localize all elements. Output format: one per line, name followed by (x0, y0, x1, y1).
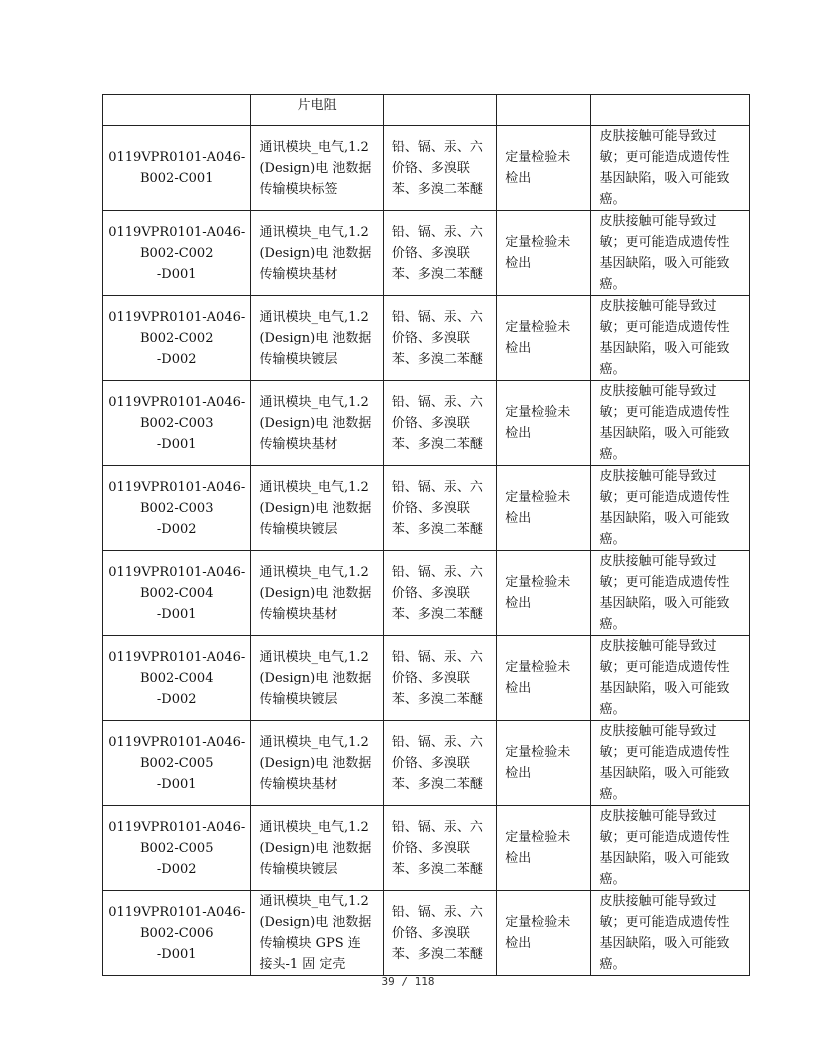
component-cell: 通讯模块_电气,1.2 (Design)电 池数据 传输模块基材 (251, 381, 383, 466)
hazard-cell: 皮肤接触可能导致过 敏；更可能造成遗传性 基因缺陷，吸入可能致 癌。 (591, 296, 750, 381)
substances-cell: 铅、镉、汞、六 价铬、多溴联 苯、多溴二苯醚 (383, 721, 496, 806)
hazard-cell: 皮肤接触可能导致过 敏；更可能造成遗传性 基因缺陷，吸入可能致 癌。 (591, 551, 750, 636)
part-number-cell: 0119VPR0101-A046- B002-C003 -D001 (103, 381, 251, 466)
hazard-cell: 皮肤接触可能导致过 敏；更可能造成遗传性 基因缺陷，吸入可能致 癌。 (591, 466, 750, 551)
component-cell: 通讯模块_电气,1.2 (Design)电 池数据 传输模块基材 (251, 211, 383, 296)
table-row (103, 636, 750, 721)
substances-cell: 铅、镉、汞、六 价铬、多溴联 苯、多溴二苯醚 (383, 381, 496, 466)
substances-cell: 铅、镉、汞、六 价铬、多溴联 苯、多溴二苯醚 (383, 126, 496, 211)
part-number-cell: 0119VPR0101-A046- B002-C005 -D001 (103, 721, 251, 806)
result-cell: 定量检验未 检出 (497, 636, 591, 721)
hazard-cell: 皮肤接触可能导致过 敏；更可能造成遗传性 基因缺陷，吸入可能致 癌。 (591, 891, 750, 976)
table-row (103, 95, 750, 126)
table-row (103, 381, 750, 466)
hazard-cell: 皮肤接触可能导致过 敏；更可能造成遗传性 基因缺陷，吸入可能致 癌。 (591, 211, 750, 296)
table-row (103, 891, 750, 976)
part-number-cell (103, 95, 251, 126)
table-row (103, 806, 750, 891)
hazard-cell: 皮肤接触可能导致过 敏；更可能造成遗传性 基因缺陷，吸入可能致 癌。 (591, 636, 750, 721)
part-number-cell: 0119VPR0101-A046- B002-C002 -D001 (103, 211, 251, 296)
result-cell: 定量检验未 检出 (497, 381, 591, 466)
substances-cell: 铅、镉、汞、六 价铬、多溴联 苯、多溴二苯醚 (383, 806, 496, 891)
part-number-cell: 0119VPR0101-A046- B002-C004 -D001 (103, 551, 251, 636)
hazard-cell (591, 95, 750, 126)
result-cell: 定量检验未 检出 (497, 211, 591, 296)
table-row (103, 551, 750, 636)
component-cell: 片电阻 (251, 95, 383, 126)
component-cell: 通讯模块_电气,1.2 (Design)电 池数据 传输模块基材 (251, 551, 383, 636)
part-number-cell: 0119VPR0101-A046- B002-C004 -D002 (103, 636, 251, 721)
substances-cell: 铅、镉、汞、六 价铬、多溴联 苯、多溴二苯醚 (383, 296, 496, 381)
result-cell: 定量检验未 检出 (497, 891, 591, 976)
substances-cell (383, 95, 496, 126)
result-cell (497, 95, 591, 126)
component-cell: 通讯模块_电气,1.2 (Design)电 池数据 传输模块 GPS 连 接头-1 固 定壳 (251, 891, 383, 976)
result-cell: 定量检验未 检出 (497, 806, 591, 891)
hazard-cell: 皮肤接触可能导致过 敏；更可能造成遗传性 基因缺陷，吸入可能致 癌。 (591, 381, 750, 466)
part-number-cell: 0119VPR0101-A046- B002-C003 -D002 (103, 466, 251, 551)
hazard-cell: 皮肤接触可能导致过 敏；更可能造成遗传性 基因缺陷，吸入可能致 癌。 (591, 126, 750, 211)
hazard-cell: 皮肤接触可能导致过 敏；更可能造成遗传性 基因缺陷，吸入可能致 癌。 (591, 721, 750, 806)
table-row (103, 296, 750, 381)
substances-cell: 铅、镉、汞、六 价铬、多溴联 苯、多溴二苯醚 (383, 211, 496, 296)
result-cell: 定量检验未 检出 (497, 296, 591, 381)
part-number-cell: 0119VPR0101-A046- B002-C002 -D002 (103, 296, 251, 381)
part-number-cell: 0119VPR0101-A046- B002-C006 -D001 (103, 891, 251, 976)
result-cell: 定量检验未 检出 (497, 126, 591, 211)
table-row (103, 126, 750, 211)
result-cell: 定量检验未 检出 (497, 466, 591, 551)
component-cell: 通讯模块_电气,1.2 (Design)电 池数据 传输模块镀层 (251, 806, 383, 891)
result-cell: 定量检验未 检出 (497, 721, 591, 806)
part-number-cell: 0119VPR0101-A046- B002-C001 (103, 126, 251, 211)
component-cell: 通讯模块_电气,1.2 (Design)电 池数据 传输模块标签 (251, 126, 383, 211)
substances-cell: 铅、镉、汞、六 价铬、多溴联 苯、多溴二苯醚 (383, 466, 496, 551)
substances-cell: 铅、镉、汞、六 价铬、多溴联 苯、多溴二苯醚 (383, 551, 496, 636)
substance-table (102, 94, 750, 976)
component-cell: 通讯模块_电气,1.2 (Design)电 池数据 传输模块基材 (251, 721, 383, 806)
hazard-cell: 皮肤接触可能导致过 敏；更可能造成遗传性 基因缺陷，吸入可能致 癌。 (591, 806, 750, 891)
substances-cell: 铅、镉、汞、六 价铬、多溴联 苯、多溴二苯醚 (383, 891, 496, 976)
component-cell: 通讯模块_电气,1.2 (Design)电 池数据 传输模块镀层 (251, 466, 383, 551)
part-number-cell: 0119VPR0101-A046- B002-C005 -D002 (103, 806, 251, 891)
table-row (103, 466, 750, 551)
table-row (103, 721, 750, 806)
table-row (103, 211, 750, 296)
component-cell: 通讯模块_电气,1.2 (Design)电 池数据 传输模块镀层 (251, 636, 383, 721)
result-cell: 定量检验未 检出 (497, 551, 591, 636)
substances-cell: 铅、镉、汞、六 价铬、多溴联 苯、多溴二苯醚 (383, 636, 496, 721)
component-cell: 通讯模块_电气,1.2 (Design)电 池数据 传输模块镀层 (251, 296, 383, 381)
page-number: 39 / 118 (381, 975, 435, 988)
